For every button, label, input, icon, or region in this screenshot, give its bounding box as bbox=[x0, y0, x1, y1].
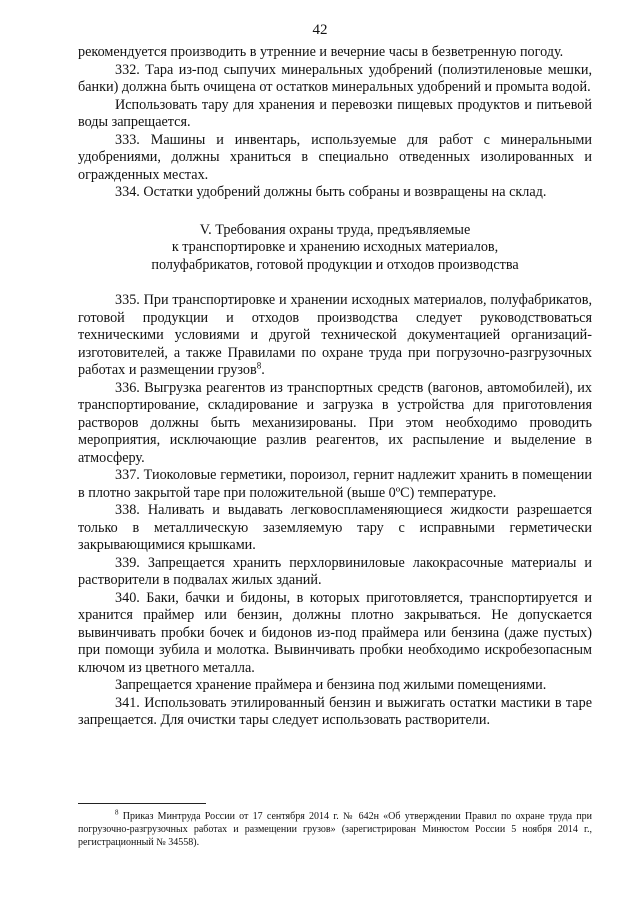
paragraph-340-note: Запрещается хранение праймера и бензина под жилыми помещениями. bbox=[115, 677, 547, 693]
paragraph-334: 334. Остатки удобрений должны быть собраны и возвращены на склад. bbox=[115, 184, 547, 200]
footnote-divider bbox=[78, 803, 206, 804]
section-heading-line: к транспортировке и хранению исходных материалов, bbox=[171, 239, 499, 255]
paragraph-333: 333. Машины и инвентарь, используемые для работ с минеральными удобрениями, должны храниться в специально отведенных изолированных и огражденных местах. bbox=[78, 131, 592, 183]
paragraph-332-note: Использовать тару для хранения и перевозки пищевых продуктов и питьевой воды запрещается. bbox=[78, 96, 592, 130]
paragraph-335-text: 335. При транспортировке и хранении исходных материалов, полуфабрикатов, готовой продукции и отходов производства следует руководствоваться техническими условиями и другой технической документацией организаций-изготовителей, а также Правилами по охране труда при погрузочно-разгрузочных работах и размещении грузов bbox=[78, 292, 592, 378]
page-number: 42 bbox=[312, 22, 328, 38]
paragraph-337: 337. Тиоколовые герметики, пороизол, гернит надлежит хранить в помещении в плотно закрытой таре при положительной (выше 0ºС) температуре. bbox=[78, 467, 592, 501]
section-heading-line: полуфабрикатов, готовой продукции и отходов производства bbox=[151, 256, 519, 273]
section-heading bbox=[78, 222, 592, 275]
paragraph-336: 336. Выгрузка реагентов из транспортных средств (вагонов, автомобилей), их транспортирование, складирование и загрузка в устройства для приготовления растворов должны быть механизированы. При этом необходимо проводить мероприятия, исключающие разлив реагентов, их распыление и выделение в атмосферу. bbox=[78, 379, 592, 466]
footnote bbox=[78, 810, 592, 849]
footnote-text: Приказ Минтруда России от 17 сентября 2014 г. № 642н «Об утверждении Правил по охране труда при погрузочно-разгрузочных работах и размещении грузов» (зарегистрирован Минюстом России 5 ноября 2014 г., регистрационный № 34558). bbox=[78, 811, 592, 848]
paragraph-338: 338. Наливать и выдавать легковоспламеняющиеся жидкости разрешается только в металлическую заземляемую тару с исправными герметически закрывающимися крышками. bbox=[78, 502, 592, 553]
paragraph-341: 341. Использовать этилированный бензин и выжигать остатки мастики в таре запрещается. Для очистки тары следует использовать растворители. bbox=[78, 694, 592, 728]
footnote-marker: 8 bbox=[115, 808, 119, 817]
paragraph-335-end: . bbox=[261, 362, 265, 378]
paragraph-340: 340. Баки, бачки и бидоны, в которых приготовляется, транспортируется и хранится праймер или бензин, должны плотно закрываться. Не допускается вывинчивать пробки бочек и бидонов из-под праймера или бензина (даже пустых) при помощи зубила и молотка. Вывинчивать пробки необходимо искробезопасным ключом из цветного металла. bbox=[78, 589, 592, 676]
section-heading-line: V. Требования охраны труда, предъявляемые bbox=[199, 221, 471, 238]
document-body bbox=[78, 44, 592, 730]
paragraph-335 bbox=[78, 292, 592, 380]
footnote-reference: 8 bbox=[256, 360, 262, 371]
paragraph-continuation: рекомендуется производить в утренние и вечерние часы в безветренную погоду. bbox=[78, 44, 564, 60]
paragraph-339: 339. Запрещается хранить перхлорвиниловые лакокрасочные материалы и растворители в подвалах жилых зданий. bbox=[78, 554, 592, 588]
paragraph-332: 332. Тара из-под сыпучих минеральных удобрений (полиэтиленовые мешки, банки) должна быть очищена от остатков минеральных удобрений и промыта водой. bbox=[78, 61, 592, 95]
